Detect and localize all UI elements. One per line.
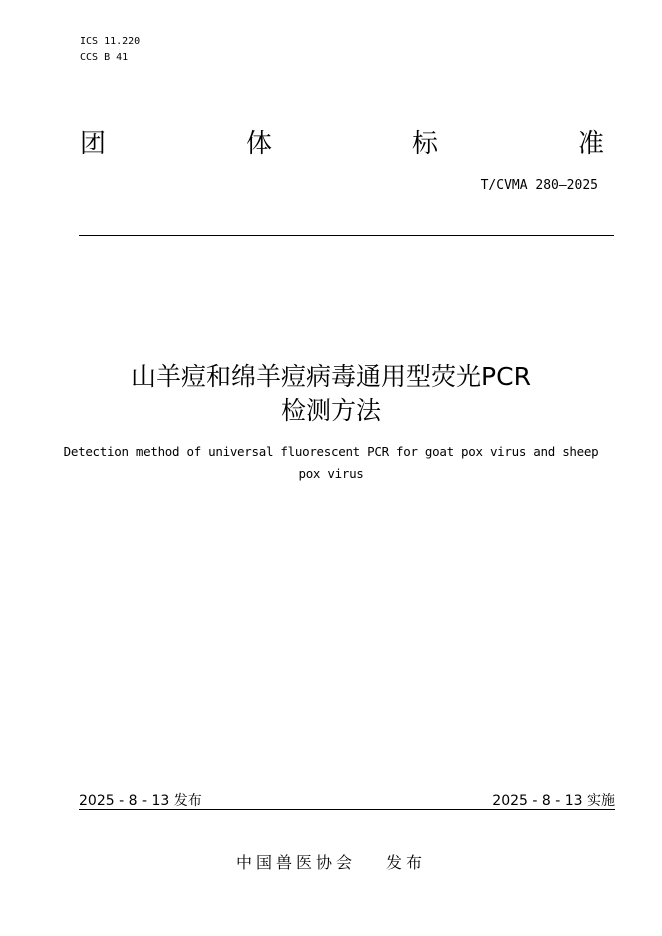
chinese-title-line: 检测方法 [280,396,381,425]
category-char: 团 [80,129,107,159]
ics-code: ICS 11.220 [80,36,141,47]
publisher-org: 中国兽医协会 [235,853,356,872]
publish-date: 2025 - 8 - 13 发布 [79,793,202,809]
ccs-code: CCS B 41 [80,52,129,63]
publisher-action: 发布 [386,853,427,872]
english-title-line: pox virus [298,466,364,481]
category-char: 体 [245,129,272,159]
chinese-title [0,360,662,428]
chinese-title-line: 山羊痘和绵羊痘病毒通用型荧光PCR [131,362,531,391]
implement-date: 2025 - 8 - 13 实施 [492,793,615,809]
footer-divider [79,809,615,810]
publisher-line [0,850,662,873]
standard-number: T/CVMA 280—2025 [480,178,598,193]
standard-category [80,128,604,160]
category-char: 标 [411,129,438,159]
english-title-line: Detection method of universal fluorescent PCR for goat pox virus and sheep [63,444,599,459]
date-row [79,792,615,810]
category-char: 准 [577,129,604,159]
classification-codes [80,34,140,66]
english-title [55,441,607,485]
header-divider [79,235,614,236]
